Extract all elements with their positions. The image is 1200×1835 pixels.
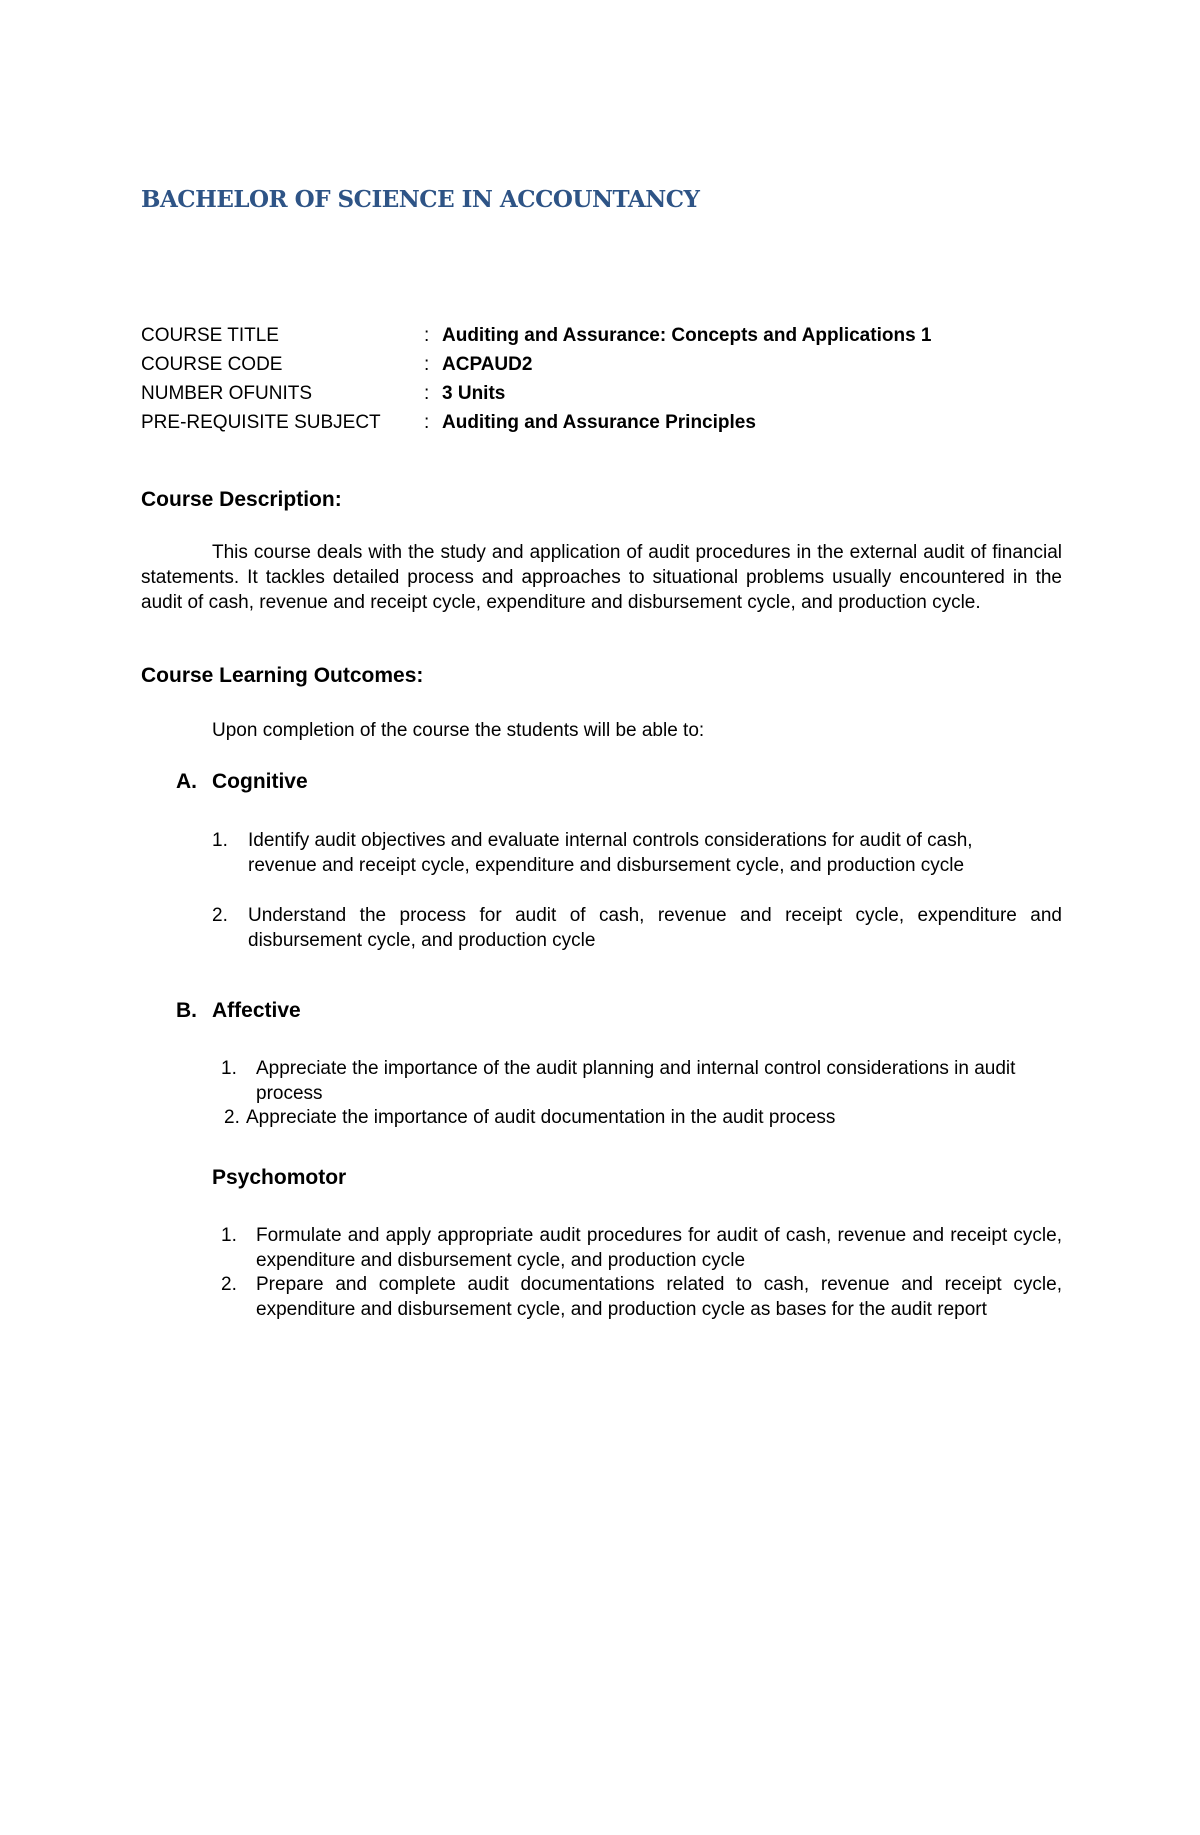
list-item-text: Appreciate the importance of audit documentation in the audit process	[246, 1107, 836, 1128]
affective-title: Affective	[212, 999, 301, 1022]
affective-heading	[176, 999, 301, 1023]
list-item-text: Appreciate the importance of the audit planning and internal control considerations in audit process	[256, 1058, 1016, 1104]
list-item-text: Identify audit objectives and evaluate internal controls considerations for audit of cash, revenue and receipt cycle, expenditure and disbursement cycle, and production cycle	[248, 830, 973, 876]
list-item-number: 2.	[221, 1274, 237, 1295]
list-item	[212, 828, 1062, 904]
list-item-text: Formulate and apply appropriate audit procedures for audit of cash, revenue and receipt cycle, expenditure and disbursement cycle, and production cycle	[256, 1225, 1062, 1271]
list-item-number: 1.	[221, 1058, 237, 1079]
cognitive-marker: A.	[176, 770, 197, 793]
list-item	[221, 1056, 1062, 1106]
list-item-text: Understand the process for audit of cash, revenue and receipt cycle, expenditure and disbursement cycle, and production cycle	[248, 905, 1062, 951]
course-info-label: COURSE TITLE	[141, 325, 279, 346]
course-info-label: COURSE CODE	[141, 354, 283, 375]
cognitive-heading	[176, 770, 308, 794]
course-info-value: ACPAUD2	[442, 354, 533, 375]
list-item	[212, 903, 1062, 955]
list-item	[221, 1272, 1062, 1348]
list-item-number: 1.	[221, 1225, 237, 1246]
course-info-colon: :	[424, 325, 430, 346]
course-description-text: This course deals with the study and application of audit procedures in the external audit of financial statements. It tackles detailed process and approaches to situational problems usually encountered in the audit of cash, revenue and receipt cycle, expenditure and disbursement cycle, and production cycle.	[141, 542, 1062, 613]
learning-outcomes-heading: Course Learning Outcomes:	[141, 664, 424, 687]
list-item	[221, 1223, 1062, 1273]
psychomotor-heading: Psychomotor	[212, 1166, 347, 1189]
course-info-label: NUMBER OFUNITS	[141, 383, 312, 404]
course-info-colon: :	[424, 412, 430, 433]
course-info-value: Auditing and Assurance Principles	[442, 412, 756, 433]
list-item-text: Prepare and complete audit documentations related to cash, revenue and receipt cycle, expenditure and disbursement cycle, and production cycle as bases for the audit report	[256, 1274, 1062, 1320]
course-info-label: PRE-REQUISITE SUBJECT	[141, 412, 381, 433]
course-info-value: 3 Units	[442, 383, 506, 404]
program-title: BACHELOR OF SCIENCE IN ACCOUNTANCY	[141, 186, 700, 213]
list-item-number: 1.	[212, 830, 228, 851]
cognitive-title: Cognitive	[212, 770, 308, 793]
list-item	[224, 1105, 1062, 1131]
list-item-number: 2.	[212, 905, 228, 926]
course-info-value: Auditing and Assurance: Concepts and Applications 1	[442, 325, 932, 346]
course-description-heading: Course Description:	[141, 488, 342, 511]
course-info-colon: :	[424, 383, 430, 404]
list-item-number: 2.	[224, 1107, 240, 1128]
affective-marker: B.	[176, 999, 197, 1022]
outcomes-intro: Upon completion of the course the students will be able to:	[212, 720, 705, 741]
course-info-colon: :	[424, 354, 430, 375]
